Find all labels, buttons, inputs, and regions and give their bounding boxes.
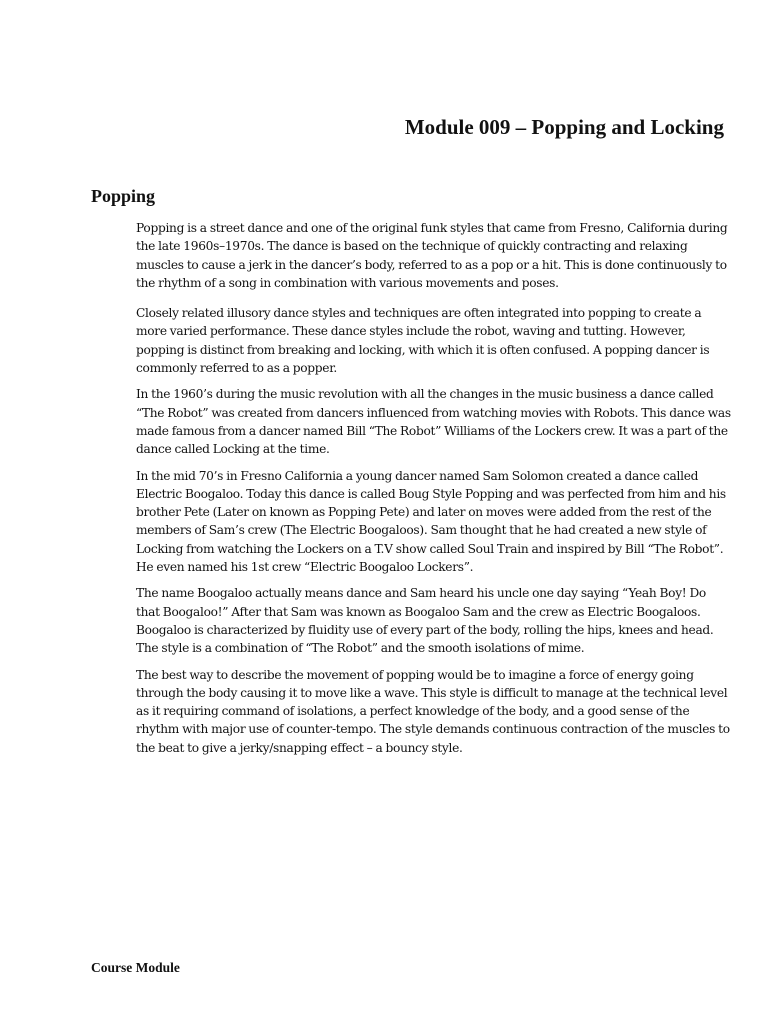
body-text [136, 219, 732, 765]
paragraph-5: The name Boogaloo actually means dance and Sam heard his uncle one day saying “Yeah Boy! Do that Boogaloo!” After that Sam was known as Boogaloo Sam and the crew as Electric Boogaloos. Boogaloo is characterized by fluidity use of every part of the body, rolling the hips, knees and head. The style is a combination of “The Robot” and the smooth isolations of mime. [136, 586, 714, 656]
paragraph-6: The best way to describe the movement of popping would be to imagine a force of energy going through the body causing it to move like a wave. This style is difficult to manage at the technical level as it requiring command of isolations, a perfect knowledge of the body, and a good sense of the rhythm with major use of counter-tempo. The style demands continuous contraction of the muscles to the beat to give a jerky/snapping effect – a bouncy style. [136, 667, 730, 755]
footer-label: Course Module [91, 960, 180, 975]
paragraph-3: In the 1960’s during the music revolution with all the changes in the music business a dance called “The Robot” was created from dancers influenced from watching movies with Robots. This dance was made famous from a dancer named Bill “The Robot” Williams of the Lockers crew. It was a part of the dance called Locking at the time. [136, 387, 731, 457]
page-title: Module 009 – Popping and Locking [404, 115, 724, 139]
paragraph-2: Closely related illusory dance styles and techniques are often integrated into popping to create a more varied performance. These dance styles include the robot, waving and tutting. However, popping is distinct from breaking and locking, with which it is often confused. A popping dancer is commonly referred to as a popper. [136, 306, 710, 376]
paragraph-1: Popping is a street dance and one of the original funk styles that came from Fresno, California during the late 1960s–1970s. The dance is based on the technique of quickly contracting and relaxing muscles to cause a jerk in the dancer’s body, referred to as a pop or a hit. This is done continuously to the rhythm of a song in combination with various movements and poses. [136, 221, 728, 290]
paragraph-4: In the mid 70’s in Fresno California a young dancer named Sam Solomon created a dance called Electric Boogaloo. Today this dance is called Boug Style Popping and was perfected from him and his brother Pete (Later on known as Popping Pete) and later on moves were added from the rest of the members of Sam’s crew (The Electric Boogaloos). Sam thought that he had created a new style of Locking from watching the Lockers on a T.V show called Soul Train and inspired by Bill “The Robot”. He even named his 1st crew “Electric Boogaloo Lockers”. [136, 468, 726, 575]
section-heading-popping: Popping [91, 186, 156, 206]
